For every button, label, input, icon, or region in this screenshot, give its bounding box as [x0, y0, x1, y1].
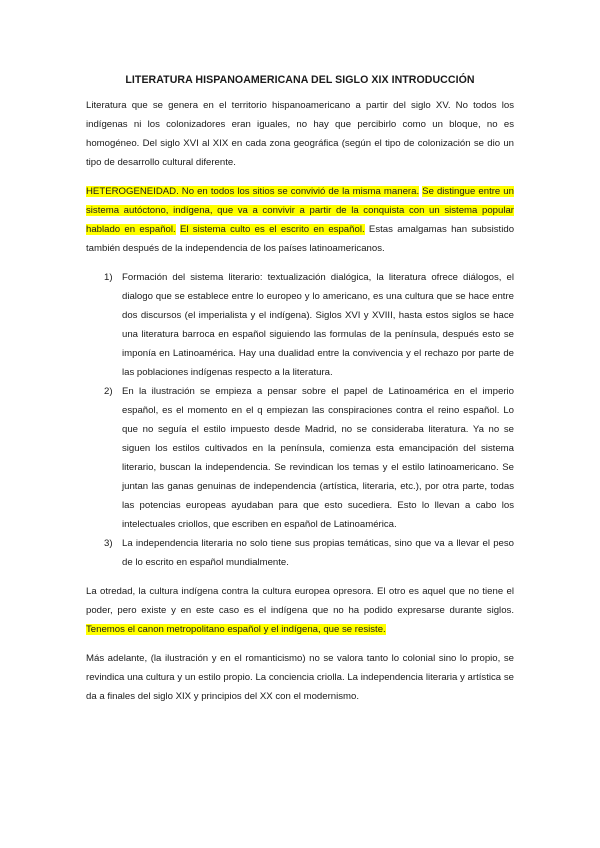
list-item [86, 382, 514, 534]
numbered-list [86, 268, 514, 572]
paragraph-heterogeneidad [86, 182, 514, 258]
paragraph-otredad [86, 582, 514, 639]
list-item-number: 1) [104, 272, 113, 283]
list-item-text: En la ilustración se empieza a pensar sobre el papel de Latinoamérica en el imperio español, es el momento en el q empiezan las conspiraciones contra el reino español. Lo que no seguía el estilo impuesto desde Madrid, no se consideraba literatura. Ya no se siguen los estilos cultivados en la península, comienza esta emancipación del sistema literario, buscan la independencia. Se revindican los temas y el estilo latinoamericano. Se juntan las ganas genuinas de independencia (artística, literaria, etc.), por otra parte, todas las potencias europeas ayudaban para que esto sucediera. Esto lo llevan a cabo los intelectuales criollos, que escriben en español de Latinoamérica. [122, 386, 514, 530]
list-item-text: Formación del sistema literario: textualización dialógica, la literatura ofrece diálogos, el dialogo que se establece entre lo europeo y lo americano, es una cultura que se hace entre dos discursos (el imperialista y el indígena). Siglos XVI y XVIII, hasta estos siglos se hace una literatura barroca en español siguiendo las formulas de la península, después esto se imponía en Latinoamérica. Hay una dualidad entre la convivencia y el rechazo por parte de las poblaciones indígenas respecto a la literatura. [122, 272, 514, 378]
list-item [86, 534, 514, 572]
highlight-sistema-culto: El sistema culto es el escrito en español. [179, 224, 365, 235]
highlight-sistema-autoctono: Se distingue entre un sistema autóctono, indígena, que va a convivir a partir de la conquista con un sistema popular hablado en español. [86, 186, 514, 235]
list-item-number: 3) [104, 538, 113, 549]
paragraph-heterogeneidad-rest: Estas amalgamas han subsistido también después de la independencia de los países latinoamericanos. [86, 224, 515, 254]
paragraph-intro: Literatura que se genera en el territorio hispanoamericano a partir del siglo XV. No todos los indígenas ni los colonizadores eran iguales, no hay que percibirlo como un bloque, no es homogéneo. Del siglo XVI al XIX en cada zona geográfica (según el tipo de colonización se dio un tipo de desarrollo cultural diferente. [86, 100, 514, 168]
paragraph-otredad-text: La otredad, la cultura indígena contra la cultura europea opresora. El otro es aquel que no tiene el poder, pero existe y en este caso es el indígena que no ha podido expresarse durante siglos. [86, 586, 514, 616]
document-title: LITERATURA HISPANOAMERICANA DEL SIGLO XIX INTRODUCCIÓN [125, 74, 475, 86]
highlight-heterogeneidad: HETEROGENEIDAD. No en todos los sitios se convivió de la misma manera. [86, 186, 420, 197]
paragraph-mas-adelante: Más adelante, (la ilustración y en el romanticismo) no se valora tanto lo colonial sino lo propio, se revindica una cultura y un estilo propio. La conciencia criolla. La independencia literaria y artística se da a finales del siglo XIX y principios del XX con el modernismo. [86, 653, 514, 702]
list-item-number: 2) [104, 386, 113, 397]
highlight-canon: Tenemos el canon metropolitano español y el indígena, que se resiste. [86, 624, 386, 635]
list-item-text: La independencia literaria no solo tiene sus propias temáticas, sino que va a llevar el peso de lo escrito en español mundialmente. [122, 538, 514, 568]
list-item [86, 268, 514, 382]
